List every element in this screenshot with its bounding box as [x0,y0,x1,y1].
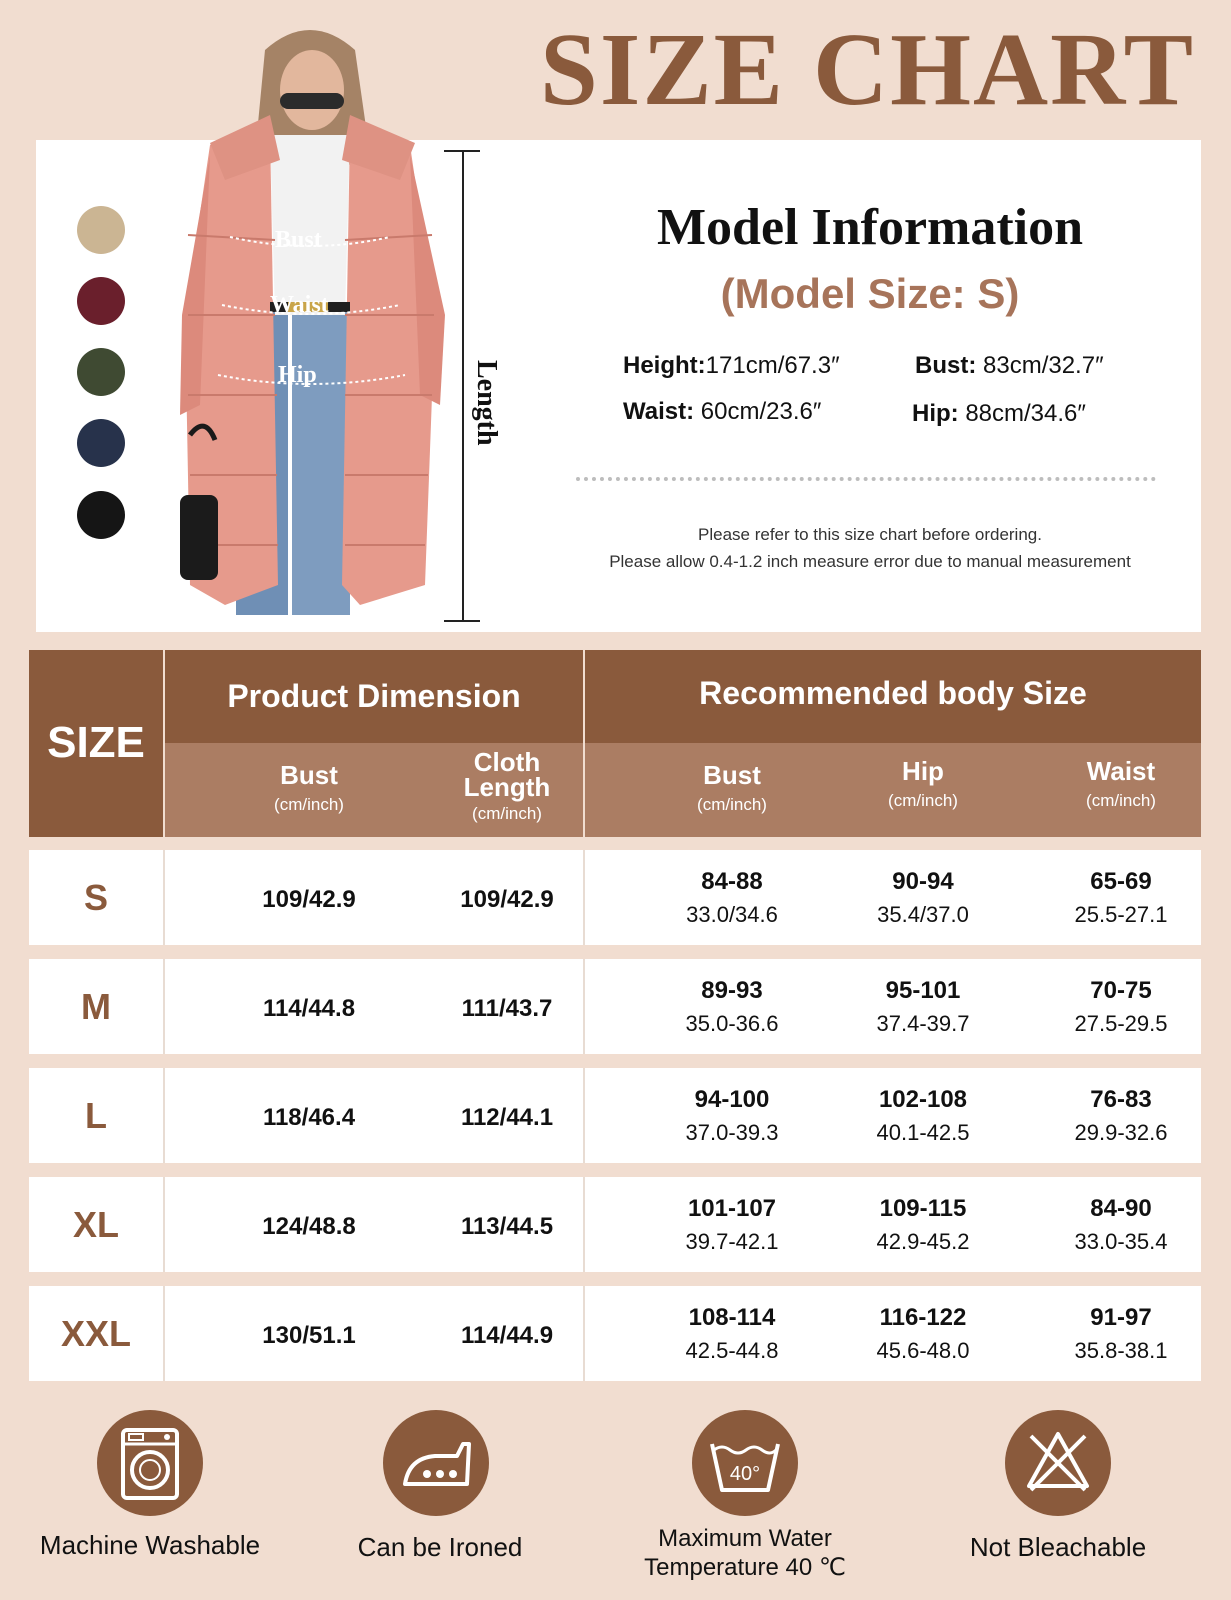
body-bust-cell: 84-88 33.0/34.6 [686,868,778,927]
length-cell: 111/43.7 [461,995,553,1022]
model-height: Height:171cm/67.3″ [623,352,840,379]
wash-temperature-icon [692,1410,798,1516]
model-waist: Waist: 60cm/23.6″ [623,398,822,425]
note-refer: Please refer to this size chart before ordering. [698,525,1042,544]
col-header-body-bust: Bust (cm/inch) [697,760,767,814]
page-title: SIZE CHART [540,12,1195,127]
col-header-waist: Waist (cm/inch) [1086,756,1156,810]
body-hip-cell: 116-122 45.6-48.0 [876,1304,970,1363]
length-tick-top [444,150,480,152]
temperature-icon-text: 40° [729,1463,761,1485]
note-error: Please allow 0.4-1.2 inch measure error due to manual measurement [609,552,1131,571]
bust-cell: 130/51.1 [262,1322,356,1349]
bust-cell: 109/42.9 [262,886,356,913]
body-waist-cell: 84-90 33.0-35.4 [1074,1195,1168,1254]
recommended-header-cell [585,650,1201,743]
body-bust-cell: 94-100 37.0-39.3 [685,1086,779,1145]
color-swatch-olive[interactable] [77,348,125,396]
waist-measure-label: Waist [270,292,329,318]
product-dimension-header: Product Dimension [227,678,521,714]
body-hip-cell: 90-94 35.4/37.0 [877,868,969,927]
bust-cell: 118/46.4 [262,1104,356,1131]
color-swatch-wine[interactable] [77,277,125,325]
length-cell: 114/44.9 [460,1322,554,1349]
bust-cell: 124/48.8 [262,1213,356,1240]
model-hip: Hip: 88cm/34.6″ [912,400,1086,427]
model-info-title: Model Information [656,199,1084,256]
model-photo [170,15,460,632]
care-label-bleach: Not Bleachable [969,1532,1147,1562]
color-swatch-black[interactable] [77,491,125,539]
dotted-divider [576,477,1156,481]
body-hip-cell: 102-108 40.1-42.5 [876,1086,970,1145]
hip-measure-label: Hip [278,362,317,388]
size-cell: XL [72,1204,119,1245]
color-swatch-navy[interactable] [77,419,125,467]
table-row-xxl [29,1286,1201,1381]
size-cell: L [85,1095,107,1136]
model-size: (Model Size: S) [720,270,1020,317]
care-label-ironed: Can be Ironed [357,1532,523,1562]
col-header-bust: Bust (cm/inch) [274,760,344,814]
no-bleach-icon [1005,1410,1111,1516]
table-row-xl [29,1177,1201,1272]
body-bust-cell: 101-107 39.7-42.1 [685,1195,779,1254]
size-header: SIZE [47,718,145,767]
bust-cell: 114/44.8 [262,995,356,1022]
length-measure-bar [462,150,464,622]
length-cell: 113/44.5 [460,1213,554,1240]
table-row-s [29,850,1201,945]
care-label-temperature: Maximum Water Temperature 40 ℃ [644,1525,846,1581]
body-bust-cell: 108-114 42.5-44.8 [685,1304,779,1363]
washing-machine-icon [97,1410,203,1516]
col-header-cloth-length: Cloth Length (cm/inch) [463,747,551,823]
product-dimension-header-cell [165,650,583,743]
body-bust-cell: 89-93 35.0-36.6 [685,977,779,1036]
model-bust: Bust: 83cm/32.7″ [915,352,1104,379]
size-header-cell [29,650,163,837]
col-header-hip: Hip (cm/inch) [888,756,958,810]
body-waist-cell: 76-83 29.9-32.6 [1074,1086,1168,1145]
size-cell: XXL [60,1313,131,1354]
table-row-l [29,1068,1201,1163]
length-tick-bottom [444,620,480,622]
color-swatch-beige[interactable] [77,206,125,254]
size-cell: M [81,986,111,1027]
care-label-washable: Machine Washable [39,1530,261,1560]
table-row-m [29,959,1201,1054]
body-waist-cell: 65-69 25.5-27.1 [1074,868,1168,927]
body-hip-cell: 109-115 42.9-45.2 [876,1195,970,1254]
body-hip-cell: 95-101 37.4-39.7 [876,977,970,1036]
length-measure-label: Length [471,360,502,446]
bust-measure-label: Bust [275,227,322,253]
length-cell: 112/44.1 [460,1104,554,1131]
body-waist-cell: 91-97 35.8-38.1 [1074,1304,1168,1363]
iron-icon [383,1410,489,1516]
recommended-body-size-header: Recommended body Size [699,675,1087,711]
size-cell: S [83,877,108,918]
length-cell: 109/42.9 [460,886,554,913]
body-waist-cell: 70-75 27.5-29.5 [1074,977,1168,1036]
